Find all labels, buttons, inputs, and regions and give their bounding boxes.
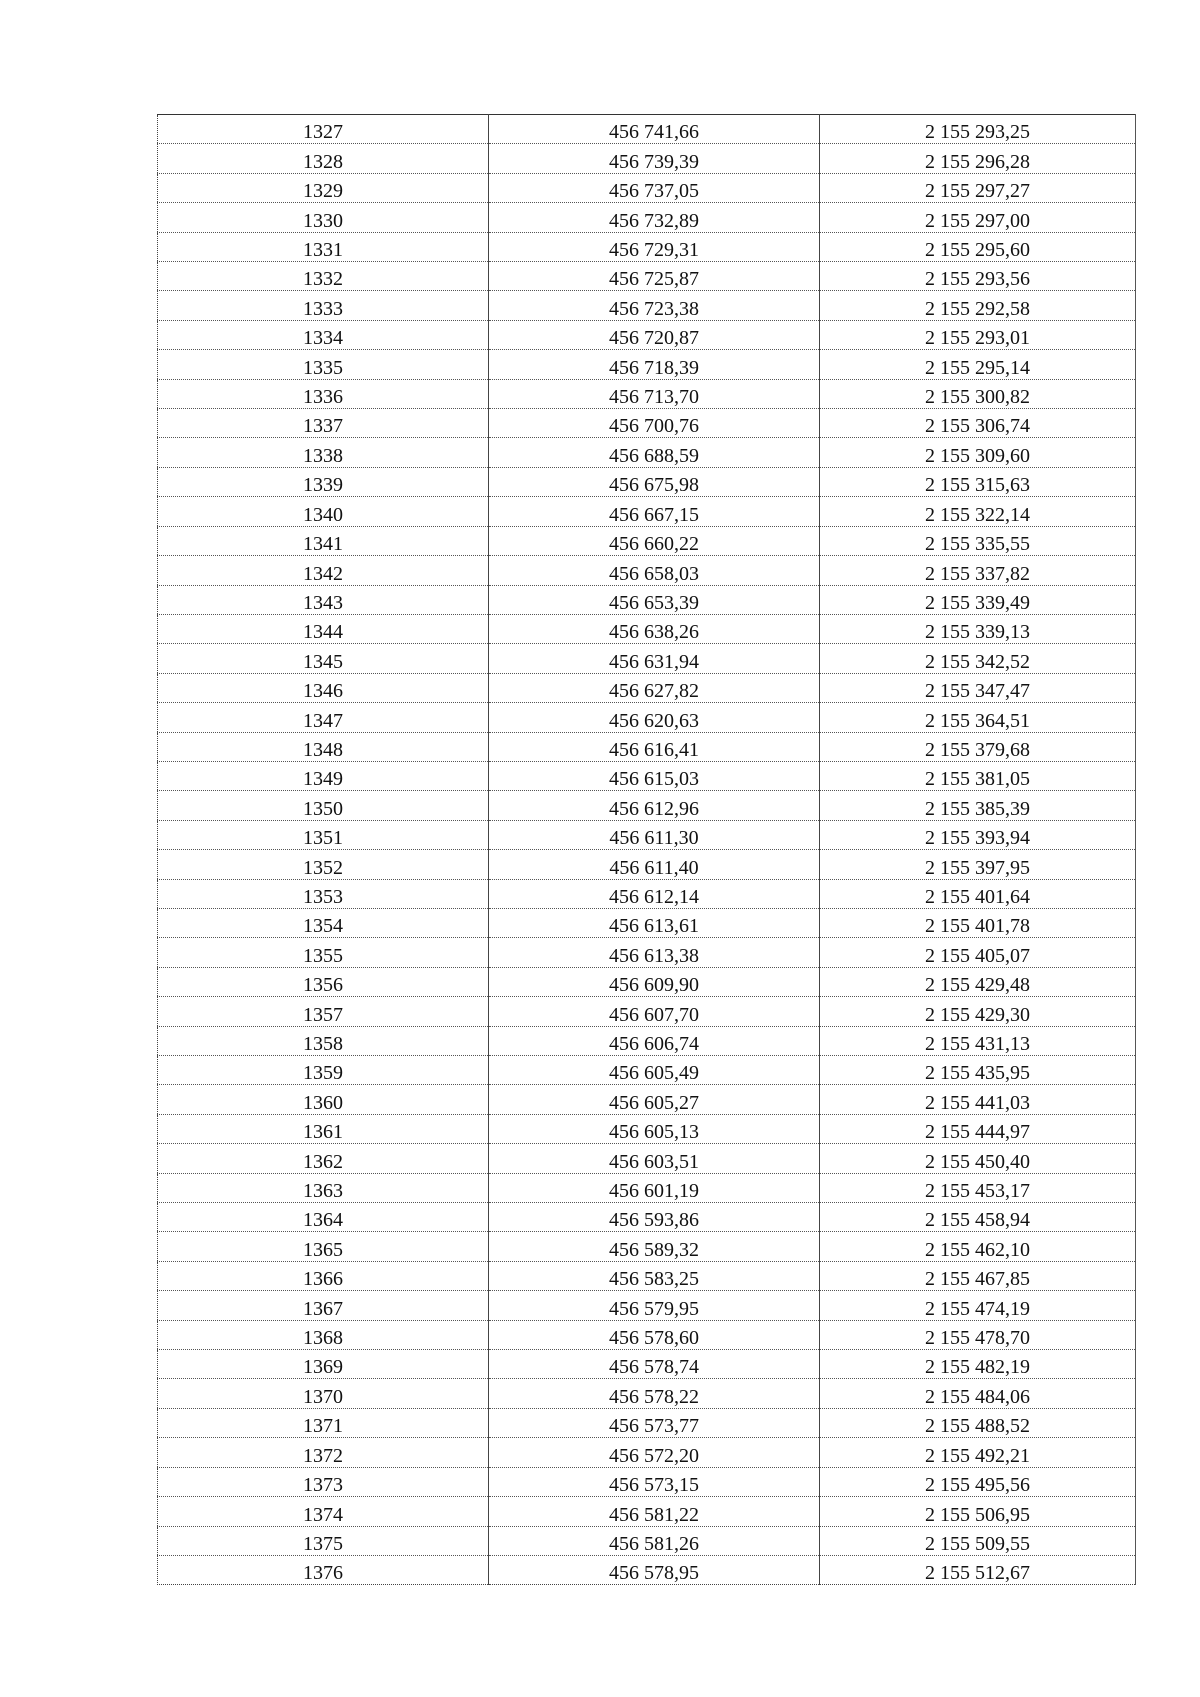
y-coordinate-cell: 2 155 482,19 xyxy=(820,1350,1136,1379)
x-coordinate-cell: 456 578,22 xyxy=(489,1379,820,1408)
x-coordinate-cell: 456 653,39 xyxy=(489,585,820,614)
y-coordinate-cell: 2 155 441,03 xyxy=(820,1085,1136,1114)
point-number-cell: 1351 xyxy=(158,820,489,849)
point-number-cell: 1328 xyxy=(158,144,489,173)
point-number-cell: 1356 xyxy=(158,967,489,996)
point-number-cell: 1340 xyxy=(158,497,489,526)
point-number-cell: 1360 xyxy=(158,1085,489,1114)
table-row xyxy=(158,967,1136,996)
point-number-cell: 1334 xyxy=(158,320,489,349)
x-coordinate-cell: 456 583,25 xyxy=(489,1261,820,1290)
point-number-cell: 1344 xyxy=(158,614,489,643)
x-coordinate-cell: 456 612,96 xyxy=(489,791,820,820)
table-row xyxy=(158,467,1136,496)
point-number-cell: 1338 xyxy=(158,438,489,467)
point-number-cell: 1336 xyxy=(158,379,489,408)
y-coordinate-cell: 2 155 293,01 xyxy=(820,320,1136,349)
point-number-cell: 1349 xyxy=(158,761,489,790)
table-row xyxy=(158,438,1136,467)
point-number-cell: 1366 xyxy=(158,1261,489,1290)
table-row xyxy=(158,1261,1136,1290)
point-number-cell: 1341 xyxy=(158,526,489,555)
x-coordinate-cell: 456 723,38 xyxy=(489,291,820,320)
y-coordinate-cell: 2 155 347,47 xyxy=(820,673,1136,702)
y-coordinate-cell: 2 155 393,94 xyxy=(820,820,1136,849)
x-coordinate-cell: 456 660,22 xyxy=(489,526,820,555)
table-row xyxy=(158,1555,1136,1584)
table-row xyxy=(158,320,1136,349)
y-coordinate-cell: 2 155 478,70 xyxy=(820,1320,1136,1349)
x-coordinate-cell: 456 578,74 xyxy=(489,1350,820,1379)
point-number-cell: 1333 xyxy=(158,291,489,320)
y-coordinate-cell: 2 155 295,14 xyxy=(820,350,1136,379)
table-row xyxy=(158,1379,1136,1408)
point-number-cell: 1339 xyxy=(158,467,489,496)
y-coordinate-cell: 2 155 293,25 xyxy=(820,115,1136,144)
x-coordinate-cell: 456 631,94 xyxy=(489,644,820,673)
x-coordinate-cell: 456 700,76 xyxy=(489,409,820,438)
x-coordinate-cell: 456 573,77 xyxy=(489,1408,820,1437)
y-coordinate-cell: 2 155 484,06 xyxy=(820,1379,1136,1408)
x-coordinate-cell: 456 688,59 xyxy=(489,438,820,467)
x-coordinate-cell: 456 607,70 xyxy=(489,997,820,1026)
point-number-cell: 1350 xyxy=(158,791,489,820)
x-coordinate-cell: 456 581,22 xyxy=(489,1497,820,1526)
y-coordinate-cell: 2 155 509,55 xyxy=(820,1526,1136,1555)
x-coordinate-cell: 456 713,70 xyxy=(489,379,820,408)
point-number-cell: 1337 xyxy=(158,409,489,438)
y-coordinate-cell: 2 155 296,28 xyxy=(820,144,1136,173)
coordinates-table xyxy=(157,114,1136,1585)
y-coordinate-cell: 2 155 309,60 xyxy=(820,438,1136,467)
x-coordinate-cell: 456 593,86 xyxy=(489,1203,820,1232)
y-coordinate-cell: 2 155 339,49 xyxy=(820,585,1136,614)
y-coordinate-cell: 2 155 379,68 xyxy=(820,732,1136,761)
table-row xyxy=(158,350,1136,379)
point-number-cell: 1367 xyxy=(158,1291,489,1320)
point-number-cell: 1375 xyxy=(158,1526,489,1555)
y-coordinate-cell: 2 155 381,05 xyxy=(820,761,1136,790)
x-coordinate-cell: 456 620,63 xyxy=(489,703,820,732)
y-coordinate-cell: 2 155 429,30 xyxy=(820,997,1136,1026)
y-coordinate-cell: 2 155 292,58 xyxy=(820,291,1136,320)
point-number-cell: 1357 xyxy=(158,997,489,1026)
point-number-cell: 1327 xyxy=(158,115,489,144)
point-number-cell: 1352 xyxy=(158,850,489,879)
table-row xyxy=(158,1056,1136,1085)
point-number-cell: 1329 xyxy=(158,173,489,202)
x-coordinate-cell: 456 616,41 xyxy=(489,732,820,761)
x-coordinate-cell: 456 601,19 xyxy=(489,1173,820,1202)
table-row xyxy=(158,879,1136,908)
y-coordinate-cell: 2 155 397,95 xyxy=(820,850,1136,879)
point-number-cell: 1361 xyxy=(158,1114,489,1143)
y-coordinate-cell: 2 155 450,40 xyxy=(820,1144,1136,1173)
x-coordinate-cell: 456 615,03 xyxy=(489,761,820,790)
x-coordinate-cell: 456 606,74 xyxy=(489,1026,820,1055)
table-row xyxy=(158,791,1136,820)
table-row xyxy=(158,262,1136,291)
table-row xyxy=(158,1467,1136,1496)
x-coordinate-cell: 456 720,87 xyxy=(489,320,820,349)
point-number-cell: 1353 xyxy=(158,879,489,908)
x-coordinate-cell: 456 578,95 xyxy=(489,1555,820,1584)
y-coordinate-cell: 2 155 322,14 xyxy=(820,497,1136,526)
y-coordinate-cell: 2 155 506,95 xyxy=(820,1497,1136,1526)
y-coordinate-cell: 2 155 295,60 xyxy=(820,232,1136,261)
y-coordinate-cell: 2 155 453,17 xyxy=(820,1173,1136,1202)
table-row xyxy=(158,409,1136,438)
table-row xyxy=(158,1408,1136,1437)
point-number-cell: 1372 xyxy=(158,1438,489,1467)
y-coordinate-cell: 2 155 335,55 xyxy=(820,526,1136,555)
x-coordinate-cell: 456 605,13 xyxy=(489,1114,820,1143)
table-row xyxy=(158,1232,1136,1261)
y-coordinate-cell: 2 155 339,13 xyxy=(820,614,1136,643)
y-coordinate-cell: 2 155 401,64 xyxy=(820,879,1136,908)
point-number-cell: 1374 xyxy=(158,1497,489,1526)
point-number-cell: 1373 xyxy=(158,1467,489,1496)
x-coordinate-cell: 456 612,14 xyxy=(489,879,820,908)
table-row xyxy=(158,379,1136,408)
table-row xyxy=(158,1173,1136,1202)
x-coordinate-cell: 456 739,39 xyxy=(489,144,820,173)
point-number-cell: 1343 xyxy=(158,585,489,614)
y-coordinate-cell: 2 155 385,39 xyxy=(820,791,1136,820)
table-row xyxy=(158,908,1136,937)
table-row xyxy=(158,614,1136,643)
y-coordinate-cell: 2 155 492,21 xyxy=(820,1438,1136,1467)
y-coordinate-cell: 2 155 495,56 xyxy=(820,1467,1136,1496)
y-coordinate-cell: 2 155 342,52 xyxy=(820,644,1136,673)
x-coordinate-cell: 456 605,49 xyxy=(489,1056,820,1085)
table-row xyxy=(158,703,1136,732)
x-coordinate-cell: 456 611,40 xyxy=(489,850,820,879)
point-number-cell: 1362 xyxy=(158,1144,489,1173)
y-coordinate-cell: 2 155 315,63 xyxy=(820,467,1136,496)
table-row xyxy=(158,115,1136,144)
point-number-cell: 1330 xyxy=(158,203,489,232)
y-coordinate-cell: 2 155 467,85 xyxy=(820,1261,1136,1290)
point-number-cell: 1347 xyxy=(158,703,489,732)
point-number-cell: 1355 xyxy=(158,938,489,967)
table-row xyxy=(158,497,1136,526)
point-number-cell: 1376 xyxy=(303,1562,343,1585)
point-number-cell: 1332 xyxy=(158,262,489,291)
table-row xyxy=(158,673,1136,702)
y-coordinate-cell: 2 155 429,48 xyxy=(820,967,1136,996)
x-coordinate-cell: 456 573,15 xyxy=(489,1467,820,1496)
table-row xyxy=(158,203,1136,232)
point-number-cell: 1346 xyxy=(158,673,489,702)
y-coordinate-cell: 2 155 364,51 xyxy=(820,703,1136,732)
point-number-cell: 1358 xyxy=(158,1026,489,1055)
point-number-cell: 1365 xyxy=(158,1232,489,1261)
y-coordinate-cell: 2 155 444,97 xyxy=(820,1114,1136,1143)
table-row xyxy=(158,526,1136,555)
point-number-cell: 1371 xyxy=(158,1408,489,1437)
point-number-cell: 1342 xyxy=(158,556,489,585)
table-row xyxy=(158,1291,1136,1320)
table-row xyxy=(158,1526,1136,1555)
x-coordinate-cell: 456 572,20 xyxy=(489,1438,820,1467)
y-coordinate-cell: 2 155 431,13 xyxy=(820,1026,1136,1055)
table-row xyxy=(158,1497,1136,1526)
table-row xyxy=(158,1203,1136,1232)
x-coordinate-cell: 456 611,30 xyxy=(489,820,820,849)
x-coordinate-cell: 456 737,05 xyxy=(489,173,820,202)
point-number-cell: 1359 xyxy=(158,1056,489,1085)
y-coordinate-cell: 2 155 488,52 xyxy=(820,1408,1136,1437)
point-number-cell: 1345 xyxy=(158,644,489,673)
point-number-cell: 1335 xyxy=(158,350,489,379)
table-row xyxy=(158,144,1136,173)
x-coordinate-cell: 456 605,27 xyxy=(489,1085,820,1114)
table-row xyxy=(158,732,1136,761)
x-coordinate-cell: 456 579,95 xyxy=(489,1291,820,1320)
x-coordinate-cell: 456 589,32 xyxy=(489,1232,820,1261)
coordinates-table-body xyxy=(158,115,1136,1585)
x-coordinate-cell: 456 609,90 xyxy=(489,967,820,996)
x-coordinate-cell: 456 613,61 xyxy=(489,908,820,937)
table-row xyxy=(158,585,1136,614)
y-coordinate-cell: 2 155 306,74 xyxy=(820,409,1136,438)
x-coordinate-cell: 456 578,60 xyxy=(489,1320,820,1349)
x-coordinate-cell: 456 729,31 xyxy=(489,232,820,261)
y-coordinate-cell: 2 155 458,94 xyxy=(820,1203,1136,1232)
point-number-cell: 1369 xyxy=(158,1350,489,1379)
y-coordinate-cell: 2 155 405,07 xyxy=(820,938,1136,967)
y-coordinate-cell: 2 155 297,00 xyxy=(820,203,1136,232)
table-row xyxy=(158,644,1136,673)
x-coordinate-cell: 456 658,03 xyxy=(489,556,820,585)
table-row xyxy=(158,1320,1136,1349)
table-row xyxy=(158,820,1136,849)
table-row xyxy=(158,1114,1136,1143)
table-row xyxy=(158,1144,1136,1173)
table-row xyxy=(158,1350,1136,1379)
point-number-cell: 1368 xyxy=(158,1320,489,1349)
y-coordinate-cell: 2 155 300,82 xyxy=(820,379,1136,408)
table-row xyxy=(158,1026,1136,1055)
x-coordinate-cell: 456 741,66 xyxy=(489,115,820,144)
table-row xyxy=(158,291,1136,320)
y-coordinate-cell: 2 155 401,78 xyxy=(820,908,1136,937)
x-coordinate-cell: 456 725,87 xyxy=(489,262,820,291)
y-coordinate-cell: 2 155 297,27 xyxy=(820,173,1136,202)
x-coordinate-cell: 456 613,38 xyxy=(489,938,820,967)
point-number-cell: 1354 xyxy=(158,908,489,937)
table-row xyxy=(158,938,1136,967)
table-row xyxy=(158,997,1136,1026)
table-row xyxy=(158,850,1136,879)
x-coordinate-cell: 456 718,39 xyxy=(489,350,820,379)
y-coordinate-cell: 2 155 474,19 xyxy=(820,1291,1136,1320)
x-coordinate-cell: 456 732,89 xyxy=(489,203,820,232)
x-coordinate-cell: 456 667,15 xyxy=(489,497,820,526)
x-coordinate-cell: 456 675,98 xyxy=(489,467,820,496)
y-coordinate-cell: 2 155 435,95 xyxy=(820,1056,1136,1085)
x-coordinate-cell: 456 603,51 xyxy=(489,1144,820,1173)
y-coordinate-cell: 2 155 337,82 xyxy=(820,556,1136,585)
point-number-cell: 1348 xyxy=(158,732,489,761)
table-row xyxy=(158,232,1136,261)
table-row xyxy=(158,761,1136,790)
table-row xyxy=(158,1085,1136,1114)
point-number-cell: 1370 xyxy=(158,1379,489,1408)
y-coordinate-cell: 2 155 512,67 xyxy=(820,1555,1136,1584)
x-coordinate-cell: 456 627,82 xyxy=(489,673,820,702)
x-coordinate-cell: 456 581,26 xyxy=(489,1526,820,1555)
x-coordinate-cell: 456 638,26 xyxy=(489,614,820,643)
table-row xyxy=(158,173,1136,202)
point-number-cell: 1363 xyxy=(158,1173,489,1202)
point-number-cell: 1364 xyxy=(158,1203,489,1232)
point-number-cell: 1331 xyxy=(158,232,489,261)
table-row xyxy=(158,556,1136,585)
table-row xyxy=(158,1438,1136,1467)
y-coordinate-cell: 2 155 462,10 xyxy=(820,1232,1136,1261)
y-coordinate-cell: 2 155 293,56 xyxy=(820,262,1136,291)
